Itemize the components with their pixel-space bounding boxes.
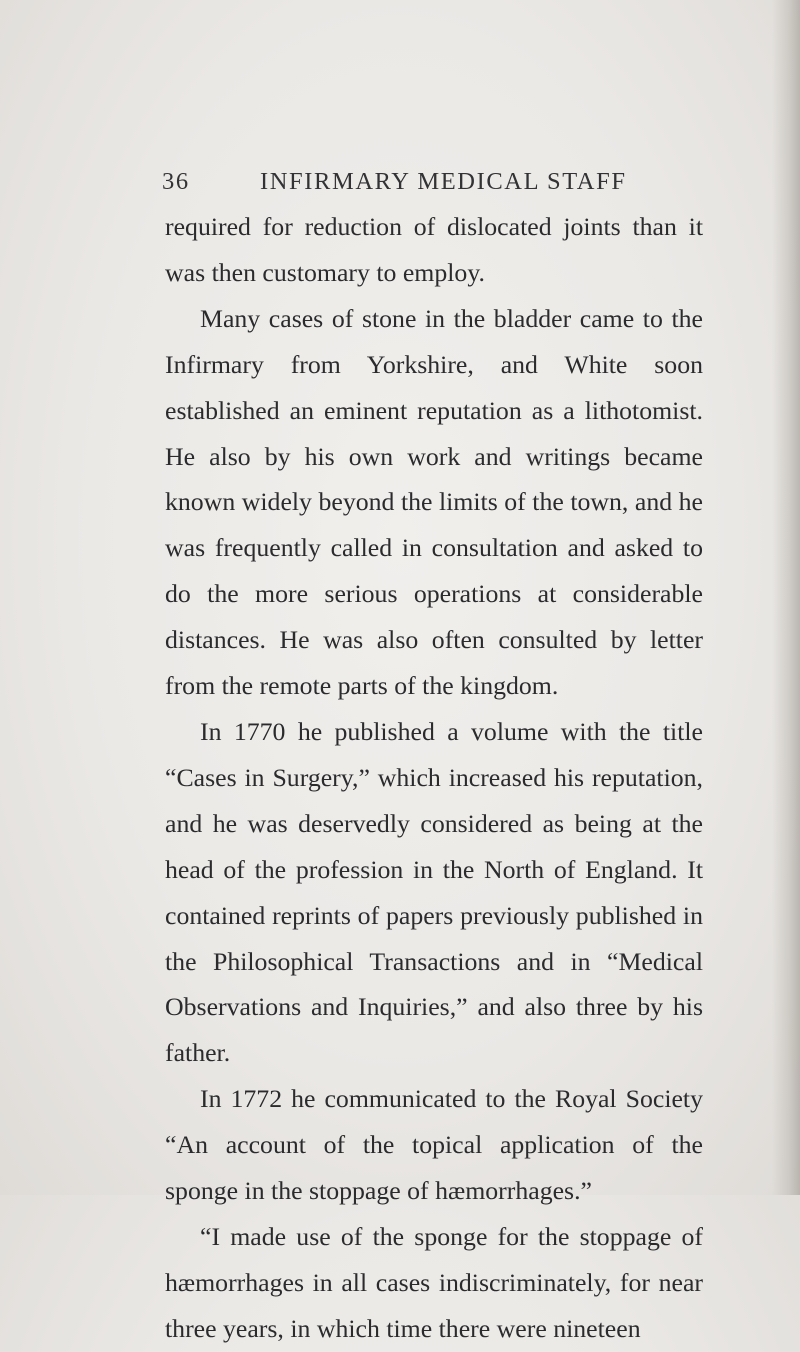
paragraph-royal-society: In 1772 he communicated to the Royal Society “An account of the topical application of the sponge in the stoppage of hæmorrhages.” xyxy=(165,1084,703,1206)
running-head xyxy=(162,160,703,204)
book-page xyxy=(162,160,703,1352)
paragraph-quotation: “I made use of the sponge for the stoppage of hæmorrhages in all cases indiscriminately, for near three years, in which time there were nineteen xyxy=(165,1221,703,1343)
paragraph-stone-cases: Many cases of stone in the bladder came to the Infirmary from Yorkshire, and White soon established an eminent reputation as a lithotomist. He also by his own work and writings became known widely beyond the limits of the town, and he was frequently called in consultation and asked to do the more serious operations at considerable distances. He was also often consulted by letter from the remote parts of the kingdom. xyxy=(165,303,703,701)
paragraph-cases-in-surgery: In 1770 he published a volume with the title “Cases in Surgery,” which increased his reputation, and he was deservedly considered as being at the head of the profession in the North of England. It contained reprints of papers previously published in the Philosophical Transactions and in “Medical Observations and Inquiries,” and also three by his father. xyxy=(165,716,703,1068)
page-number: 36 xyxy=(162,168,190,195)
running-head-title: INFIRMARY MEDICAL STAFF xyxy=(260,168,627,195)
paragraph-continuation: required for reduction of dislocated joints than it was then customary to employ. xyxy=(165,212,703,287)
body-text xyxy=(165,204,703,1352)
page-edge-shadow xyxy=(772,0,800,1195)
